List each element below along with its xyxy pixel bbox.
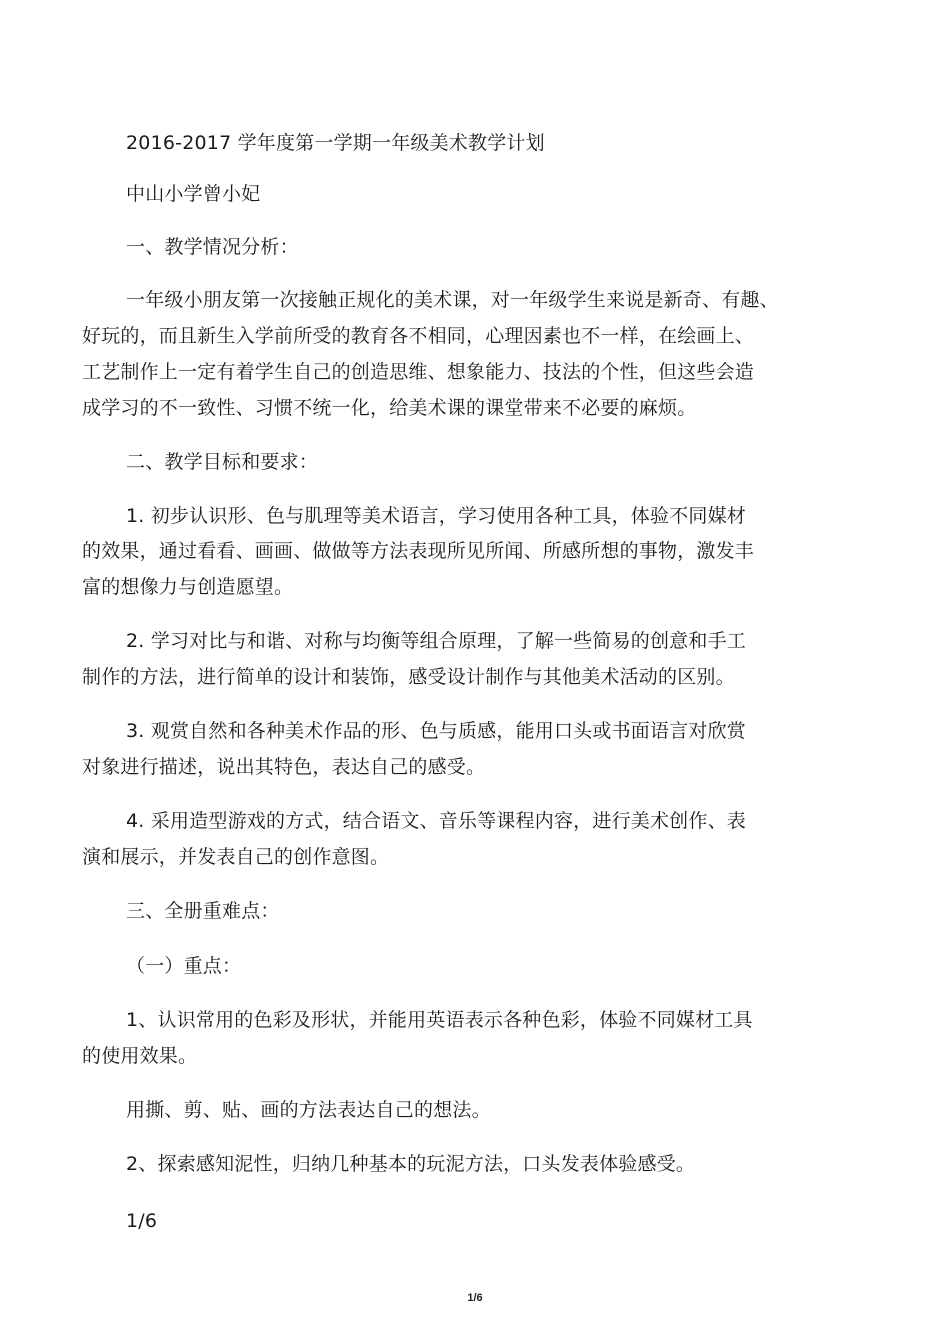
goal-2-line: 2. 学习对比与和谐、对称与均衡等组合原理，了解一些简易的创意和手工 (126, 630, 746, 652)
paragraph-line: 好玩的，而且新生入学前所受的教育各不相同，心理因素也不一样，在绘画上、 (82, 325, 755, 347)
goal-4-line: 4. 采用造型游戏的方式，结合语文、音乐等课程内容，进行美术创作、表 (126, 810, 746, 832)
key-point-1-extra: 用撕、剪、贴、画的方法表达自己的想法。 (126, 1099, 491, 1121)
subsection-heading: （一）重点： (126, 955, 242, 977)
page-marker: 1/6 (126, 1210, 158, 1232)
paragraph-line: 一年级小朋友第一次接触正规化的美术课，对一年级学生来说是新奇、有趣、 (126, 289, 779, 311)
paragraph-line: 成学习的不一致性、习惯不统一化，给美术课的课堂带来不必要的麻烦。 (82, 397, 697, 419)
document-title: 2016-2017 学年度第一学期一年级美术教学计划 (126, 132, 545, 154)
key-point-1-line: 的使用效果。 (82, 1045, 198, 1067)
paragraph-line: 工艺制作上一定有着学生自己的创造思维、想象能力、技法的个性，但这些会造 (82, 361, 755, 383)
goal-3-line: 对象进行描述，说出其特色，表达自己的感受。 (82, 756, 486, 778)
key-point-2: 2、探索感知泥性，归纳几种基本的玩泥方法，口头发表体验感受。 (126, 1153, 696, 1175)
goal-1-line: 的效果，通过看看、画画、做做等方法表现所见所闻、所感所想的事物，激发丰 (82, 540, 755, 562)
goal-2-line: 制作的方法，进行简单的设计和装饰，感受设计制作与其他美术活动的区别。 (82, 666, 735, 688)
goal-1-line: 1. 初步认识形、色与肌理等美术语言，学习使用各种工具，体验不同媒材 (126, 505, 746, 527)
section-heading-2: 二、教学目标和要求： (126, 451, 319, 473)
goal-1-line: 富的想像力与创造愿望。 (82, 576, 294, 598)
footer-page-number: 1/6 (467, 1292, 483, 1304)
key-point-1-line: 1、认识常用的色彩及形状，并能用英语表示各种色彩，体验不同媒材工具 (126, 1009, 753, 1031)
goal-3-line: 3. 观赏自然和各种美术作品的形、色与质感，能用口头或书面语言对欣赏 (126, 720, 746, 742)
section-heading-3: 三、全册重难点： (126, 900, 280, 922)
document-author: 中山小学曾小妃 (126, 183, 261, 205)
section-heading-1: 一、教学情况分析： (126, 236, 299, 258)
goal-4-line: 演和展示，并发表自己的创作意图。 (82, 846, 390, 868)
